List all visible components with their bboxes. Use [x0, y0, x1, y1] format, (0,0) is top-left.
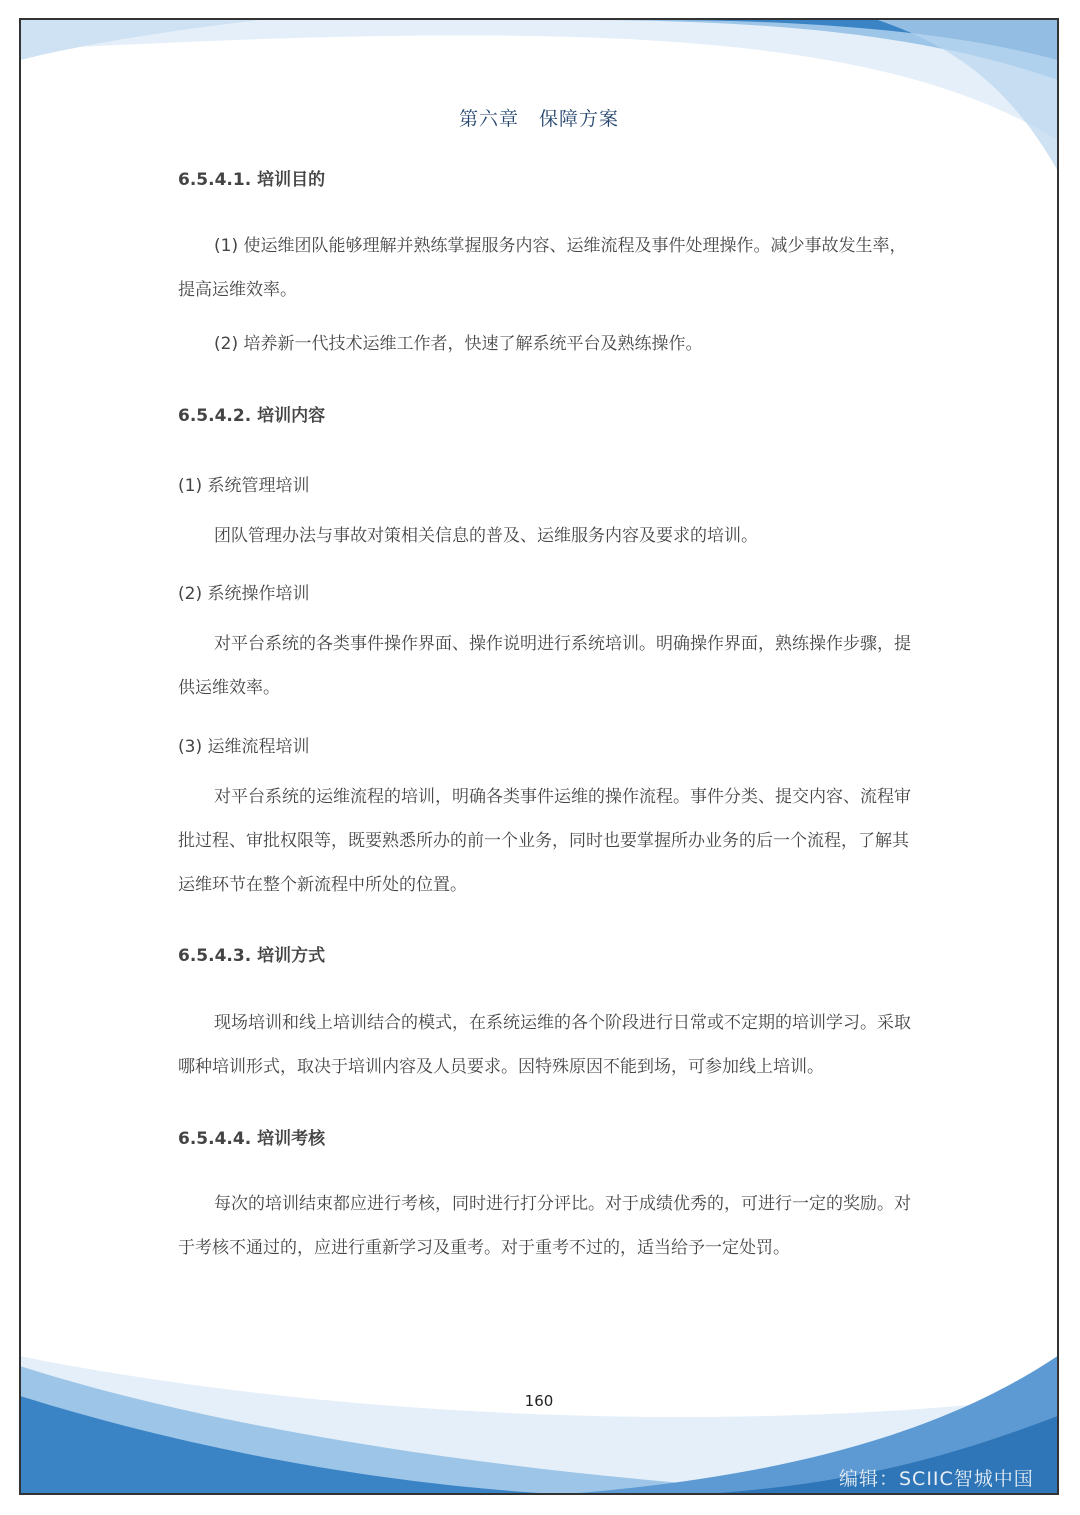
section-heading-training-purpose: 6.5.4.1. 培训目的: [178, 170, 326, 190]
paragraph-method: 现场培训和线上培训结合的模式，在系统运维的各个阶段进行日常或不定期的培训学习。采取哪种培训形式，取决于培训内容及人员要求。因特殊原因不能到场，可参加线上培训。: [178, 1013, 911, 1077]
content-item-2-text: 对平台系统的各类事件操作界面、操作说明进行系统培训。明确操作界面，熟练操作步骤，提供运维效率。: [178, 634, 911, 698]
watermark: 编辑：SCIIC智城中国: [839, 1468, 1034, 1490]
section-heading-training-content: 6.5.4.2. 培训内容: [178, 406, 326, 426]
document-page: [19, 18, 1059, 1495]
paragraph-purpose-1: (1) 使运维团队能够理解并熟练掌握服务内容、运维流程及事件处理操作。减少事故发生率，提高运维效率。: [178, 236, 907, 300]
paragraph-assessment: 每次的培训结束都应进行考核，同时进行打分评比。对于成绩优秀的，可进行一定的奖励。对于考核不通过的，应进行重新学习及重考。对于重考不过的，适当给予一定处罚。: [178, 1194, 911, 1258]
section-heading-training-assessment: 6.5.4.4. 培训考核: [178, 1129, 326, 1149]
chapter-title: 第六章 保障方案: [458, 108, 619, 130]
content-item-1-text: 团队管理办法与事故对策相关信息的普及、运维服务内容及要求的培训。: [214, 526, 758, 546]
section-heading-training-method: 6.5.4.3. 培训方式: [178, 946, 326, 966]
content-item-1-title: (1) 系统管理培训: [178, 476, 310, 496]
content-item-2-title: (2) 系统操作培训: [178, 584, 310, 604]
paragraph-purpose-2: (2) 培养新一代技术运维工作者，快速了解系统平台及熟练操作。: [214, 334, 703, 354]
page-number: 160: [524, 1392, 554, 1410]
content-item-3-text: 对平台系统的运维流程的培训，明确各类事件运维的操作流程。事件分类、提交内容、流程审批过程、审批权限等，既要熟悉所办的前一个业务，同时也要掌握所办业务的后一个流程，了解其运维环节在整个新流程中所处的位置。: [178, 787, 911, 895]
content-item-3-title: (3) 运维流程培训: [178, 737, 310, 757]
